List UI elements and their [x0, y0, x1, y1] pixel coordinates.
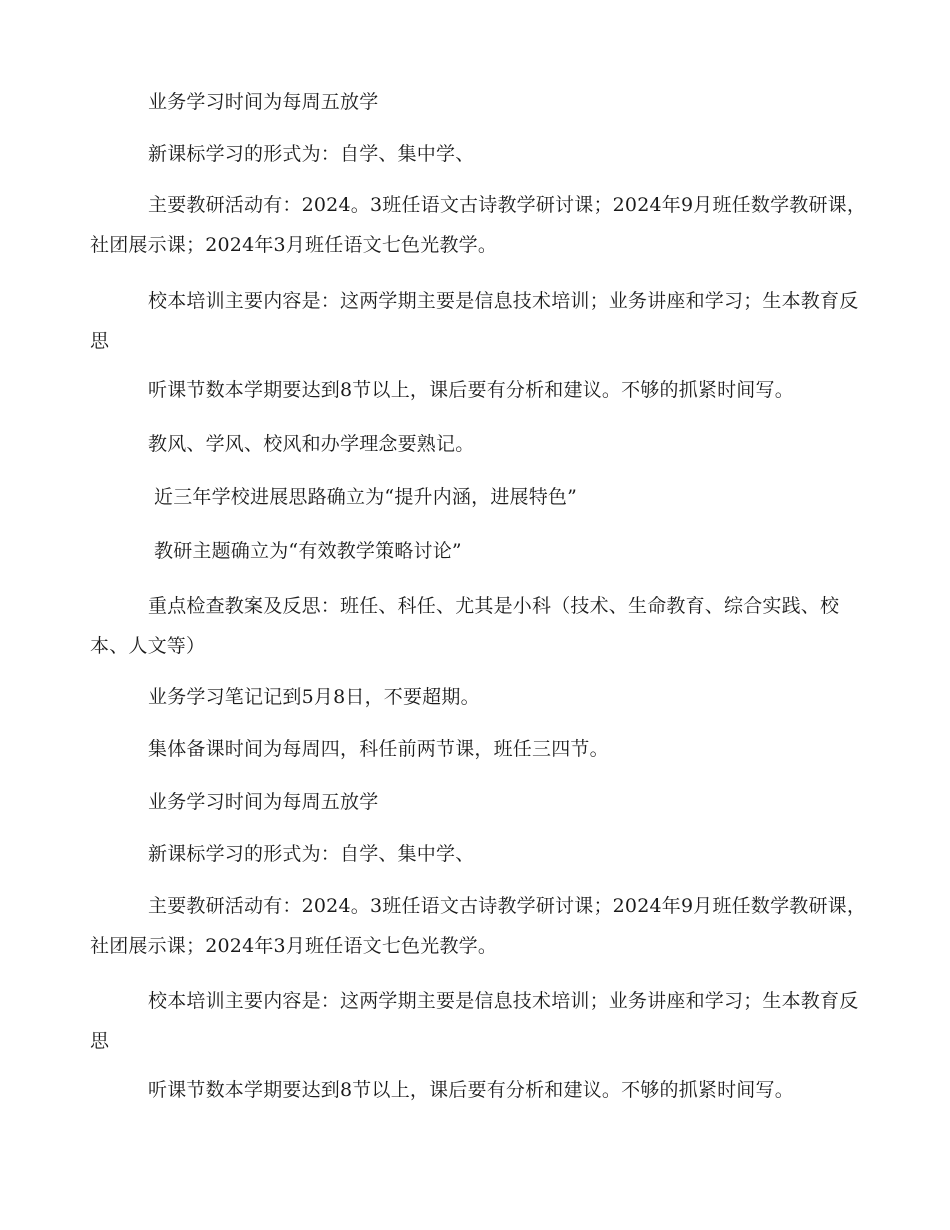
paragraph: 校本培训主要内容是：这两学期主要是信息技术培训；业务讲座和学习；生本教育反思	[90, 290, 859, 352]
paragraph: 主要教研活动有：2024。3班任语文古诗教学研讨课；2024年9月班任数学教研课，社团展示课；2024年3月班任语文七色光教学。	[90, 194, 867, 256]
paragraph: 业务学习时间为每周五放学	[148, 791, 379, 813]
paragraph: 听课节数本学期要达到8节以上，课后要有分析和建议。不够的抓紧时间写。	[148, 1079, 794, 1101]
paragraph: 业务学习时间为每周五放学	[148, 91, 379, 113]
paragraph: 近三年学校进展思路确立为“提升内涵，进展特色”	[154, 486, 578, 508]
paragraph: 集体备课时间为每周四，科任前两节课，班任三四节。	[148, 738, 609, 760]
paragraph: 新课标学习的形式为：自学、集中学、	[148, 143, 475, 165]
paragraph: 教风、学风、校风和办学理念要熟记。	[148, 433, 475, 455]
paragraph: 教研主题确立为“有效教学策略讨论”	[154, 540, 462, 562]
paragraph: 校本培训主要内容是：这两学期主要是信息技术培训；业务讲座和学习；生本教育反思	[90, 990, 859, 1052]
paragraph: 主要教研活动有：2024。3班任语文古诗教学研讨课；2024年9月班任数学教研课，社团展示课；2024年3月班任语文七色光教学。	[90, 895, 867, 957]
paragraph: 重点检查教案及反思：班任、科任、尤其是小科（技术、生命教育、综合实践、校本、人文等）	[90, 595, 840, 657]
paragraph: 新课标学习的形式为：自学、集中学、	[148, 843, 475, 865]
paragraph: 听课节数本学期要达到8节以上，课后要有分析和建议。不够的抓紧时间写。	[148, 379, 794, 401]
paragraph: 业务学习笔记记到5月8日，不要超期。	[148, 686, 480, 708]
